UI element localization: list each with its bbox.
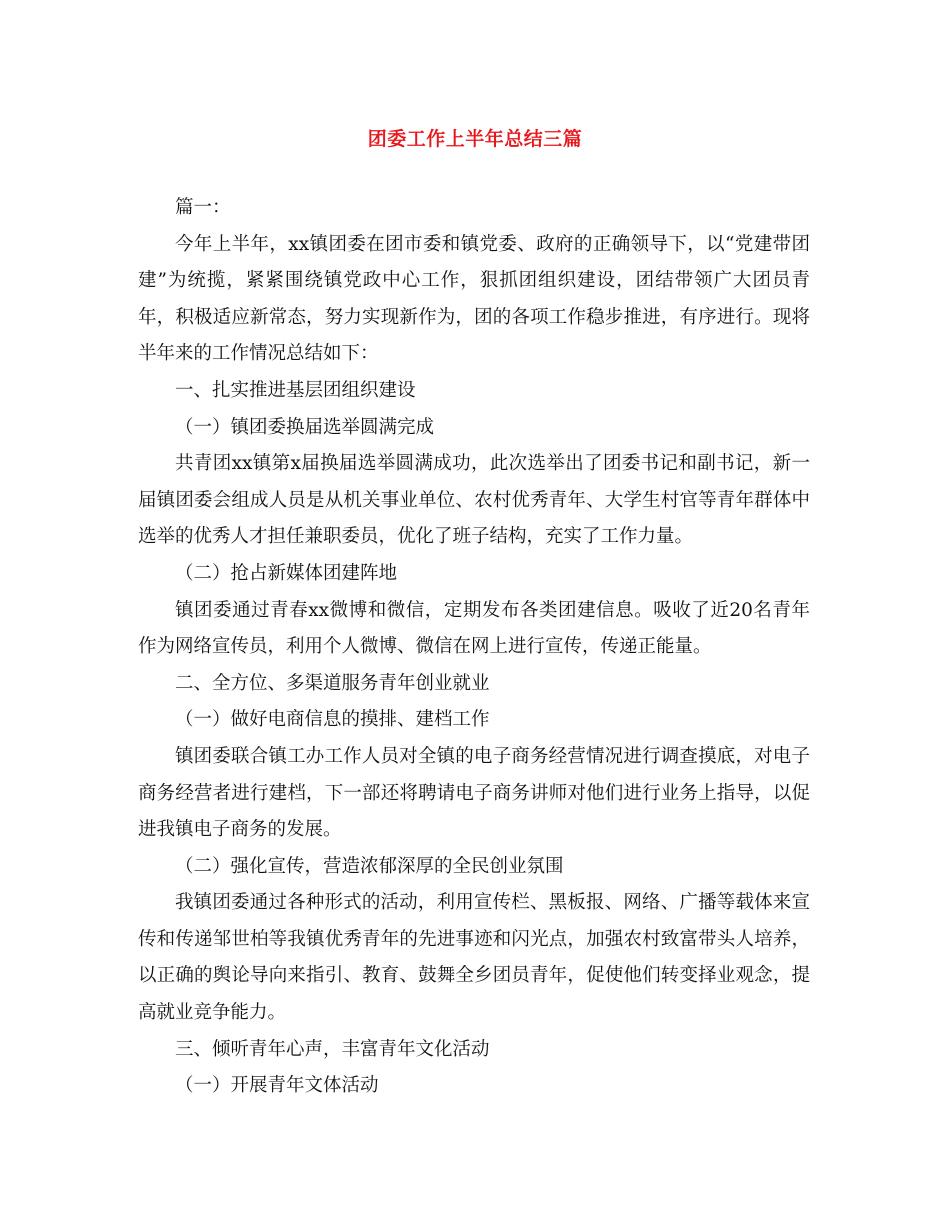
paragraph-2-2: 我镇团委通过各种形式的活动，利用宣传栏、黑板报、网络、广播等载体来宣传和传递邹世柏等我镇优秀青年的先进事迹和闪光点，加强农村致富带头人培养，以正确的舆论导向来指引、教育、鼓舞全乡团员青年，促使他们转变择业观念，提高就业竞争能力。 bbox=[138, 892, 810, 1024]
section-heading-2: 二、全方位、多渠道服务青年创业就业 bbox=[175, 672, 490, 694]
document-body bbox=[138, 190, 810, 1105]
subsection-heading-1-2: （二）抢占新媒体团建阵地 bbox=[175, 562, 398, 584]
section-heading-3: 三、倾听青年心声，丰富青年文化活动 bbox=[175, 1038, 490, 1060]
subsection-heading-2-2: （二）强化宣传，营造浓郁深厚的全民创业氛围 bbox=[175, 855, 564, 877]
subsection-heading-1-1: （一）镇团委换届选举圆满完成 bbox=[175, 416, 435, 438]
paragraph-1-2: 镇团委通过青春xx微博和微信，定期发布各类团建信息。吸收了近20名青年作为网络宣传员，利用个人微博、微信在网上进行宣传，传递正能量。 bbox=[138, 599, 810, 658]
subsection-heading-3-1: （一）开展青年文体活动 bbox=[175, 1075, 379, 1097]
document-title: 团委工作上半年总结三篇 bbox=[367, 128, 583, 150]
paragraph-2-1: 镇团委联合镇工办工作人员对全镇的电子商务经营情况进行调查摸底，对电子商务经营者进行建档，下一部还将聘请电子商务讲师对他们进行业务上指导，以促进我镇电子商务的发展。 bbox=[138, 745, 810, 841]
paragraph-part-label: 篇一： bbox=[175, 197, 231, 218]
paragraph-intro: 今年上半年，xx镇团委在团市委和镇党委、政府的正确领导下，以“党建带团建”为统揽，紧紧围绕镇党政中心工作，狠抓团组织建设，团结带领广大团员青年，积极适应新常态，努力实现新作为，团的各项工作稳步推进，有序进行。现将半年来的工作情况总结如下： bbox=[138, 233, 810, 365]
paragraph-1-1: 共青团xx镇第x届换届选举圆满成功，此次选举出了团委书记和副书记，新一届镇团委会组成人员是从机关事业单位、农村优秀青年、大学生村官等青年群体中选举的优秀人才担任兼职委员，优化了班子结构，充实了工作力量。 bbox=[138, 453, 810, 548]
subsection-heading-2-1: （一）做好电商信息的摸排、建档工作 bbox=[175, 709, 490, 731]
section-heading-1: 一、扎实推进基层团组织建设 bbox=[175, 379, 416, 401]
